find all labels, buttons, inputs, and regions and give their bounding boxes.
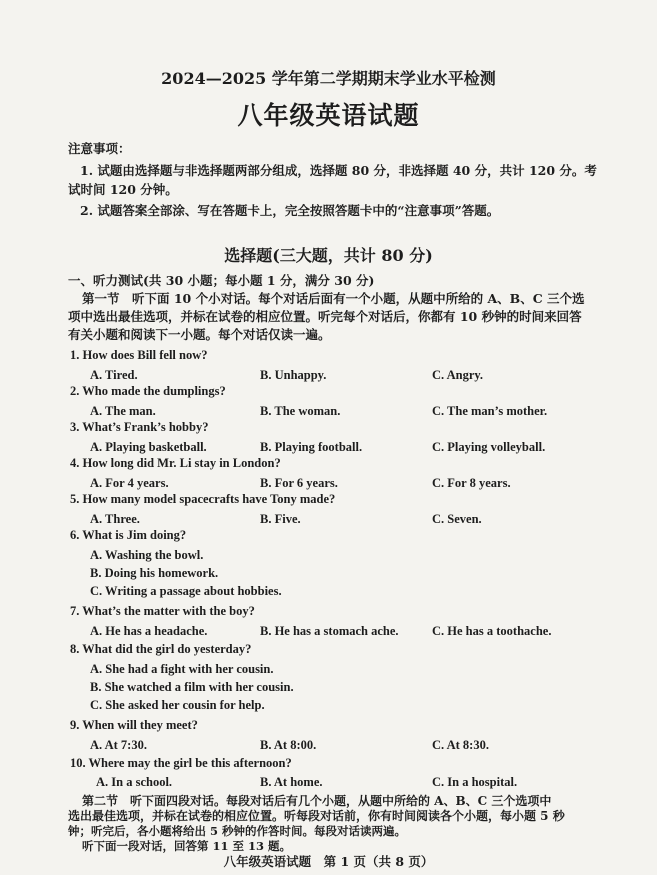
sec2-instr-a: 第二节 听下面四段对话。每段对话后有几个小题，从题中所给的 A、B、C 三个选项中	[82, 794, 552, 808]
q9-option-b: B. At 8:00.	[260, 738, 317, 752]
q8-option-a: A. She had a fight with her cousin.	[90, 662, 274, 676]
note-2: 2. 试题答案全部涂、写在答题卡上，完全按照答题卡中的“注意事项”答题。	[80, 203, 500, 218]
q6-option-a: A. Washing the bowl.	[90, 548, 204, 562]
q6-option-c: C. Writing a passage about hobbies.	[90, 584, 282, 598]
sec2-instr-c: 钟；听完后，各小题将给出 5 秒钟的作答时间。每段对话读两遍。	[68, 824, 407, 838]
sec2-instr-b: 选出最佳选项，并标在试卷的相应位置。听每段对话前，你有时间阅读各个小题，每小题 5 秒	[68, 809, 565, 823]
q1-option-a: A. Tired.	[90, 368, 138, 382]
q5-option-b: B. Five.	[260, 512, 301, 526]
q7-option-c: C. He has a toothache.	[432, 624, 552, 638]
question-1: 1. How does Bill fell now?	[70, 348, 208, 362]
q10-option-a: A. In a school.	[96, 775, 173, 789]
q5-option-a: A. Three.	[90, 512, 140, 526]
q3-option-c: C. Playing volleyball.	[432, 440, 546, 454]
q4-option-b: B. For 6 years.	[260, 476, 338, 490]
question-2: 2. Who made the dumplings?	[70, 384, 226, 398]
question-6: 6. What is Jim doing?	[70, 528, 187, 542]
q5-option-c: C. Seven.	[432, 512, 482, 526]
q8-option-c: C. She asked her cousin for help.	[90, 698, 265, 712]
question-9: 9. When will they meet?	[70, 718, 198, 732]
q1-option-b: B. Unhappy.	[260, 368, 327, 382]
question-3: 3. What’s Frank’s hobby?	[70, 420, 209, 434]
q2-option-b: B. The woman.	[260, 404, 341, 418]
q7-option-a: A. He has a headache.	[90, 624, 208, 638]
note-1b: 试时间 120 分钟。	[68, 182, 178, 197]
q10-option-b: B. At home.	[260, 775, 323, 789]
q2-option-c: C. The man’s mother.	[432, 404, 548, 418]
part1-heading: 一、听力测试(共 30 小题；每小题 1 分，满分 30 分)	[68, 273, 375, 288]
q1-option-c: C. Angry.	[432, 368, 484, 382]
sec1-instr-a: 第一节 听下面 10 个小对话。每个对话后面有一个小题，从题中所给的 A、B、C 三个选	[82, 291, 585, 306]
q10-option-c: C. In a hospital.	[432, 775, 518, 789]
exam-title-line1: 2024—2025 学年第二学期期末学业水平检测	[161, 69, 496, 88]
question-4: 4. How long did Mr. Li stay in London?	[70, 456, 281, 470]
section-title: 选择题(三大题，共计 80 分)	[224, 246, 433, 265]
sec1-instr-c: 有关小题和阅读下一小题。每个对话仅读一遍。	[68, 327, 331, 342]
question-10: 10. Where may the girl be this afternoon?	[70, 756, 292, 770]
q9-option-a: A. At 7:30.	[90, 738, 147, 752]
exam-title: 八年级英语试题	[237, 101, 420, 130]
q7-option-b: B. He has a stomach ache.	[260, 624, 399, 638]
notes-label: 注意事项：	[68, 141, 131, 156]
sec2-instr-d: 听下面一段对话，回答第 11 至 13 题。	[82, 839, 292, 853]
q4-option-c: C. For 8 years.	[432, 476, 511, 490]
q2-option-a: A. The man.	[90, 404, 156, 418]
note-1a: 1. 试题由选择题与非选择题两部分组成，选择题 80 分，非选择题 40 分，共计 120 分。考	[80, 163, 597, 178]
q3-option-a: A. Playing basketball.	[90, 440, 207, 454]
q6-option-b: B. Doing his homework.	[90, 566, 219, 580]
question-5: 5. How many model spacecrafts have Tony made?	[70, 492, 336, 506]
question-8: 8. What did the girl do yesterday?	[70, 642, 252, 656]
q4-option-a: A. For 4 years.	[90, 476, 169, 490]
question-7: 7. What’s the matter with the boy?	[70, 604, 255, 618]
page-footer: 八年级英语试题 第 1 页（共 8 页）	[223, 854, 434, 869]
q8-option-b: B. She watched a film with her cousin.	[90, 680, 294, 694]
sec1-instr-b: 项中选出最佳选项，并标在试卷的相应位置。听完每个对话后，你都有 10 秒钟的时间来回答	[68, 309, 582, 324]
q3-option-b: B. Playing football.	[260, 440, 363, 454]
q9-option-c: C. At 8:30.	[432, 738, 489, 752]
